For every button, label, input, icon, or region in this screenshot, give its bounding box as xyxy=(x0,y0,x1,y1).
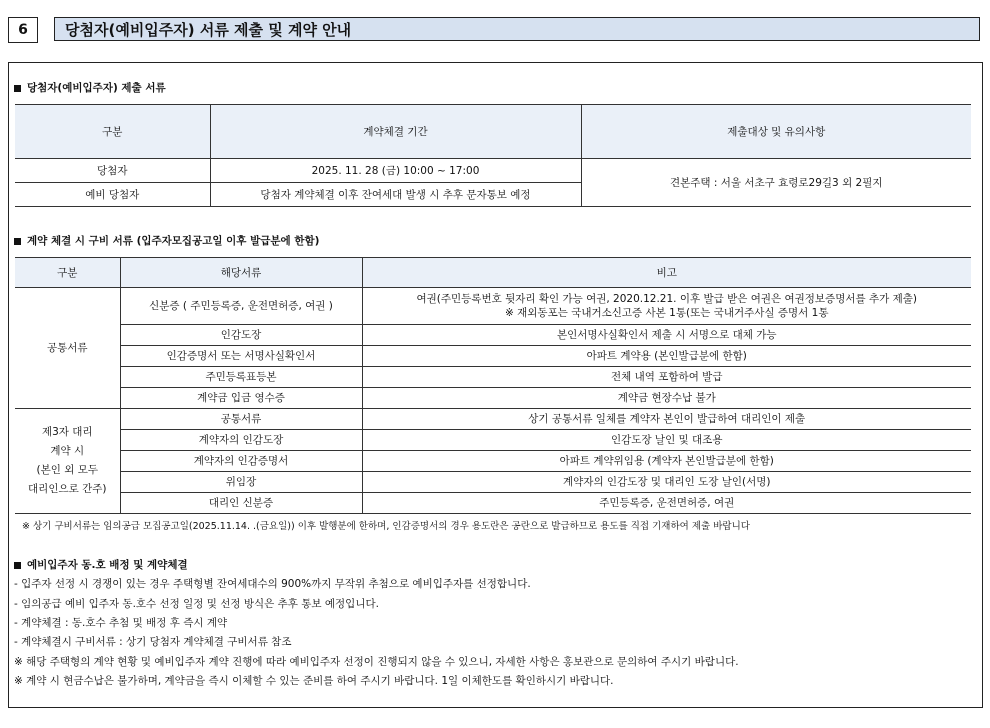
table-row xyxy=(15,367,971,388)
row-period: 당첨자 계약체결 이후 잔여세대 발생 시 추후 문자통보 예정 xyxy=(210,183,581,207)
list-item: ※ 해당 주택형의 계약 현황 및 예비입주자 계약 진행에 따라 예비입주자 선정이 진행되지 않을 수 있으니, 자세한 사항은 홍보관으로 문의하여 주시기 바랍니다. xyxy=(14,656,739,668)
header-period: 계약체결 기간 xyxy=(210,105,581,159)
table-row xyxy=(15,451,971,472)
square-bullet-icon xyxy=(14,85,21,92)
row-document: 계약금 입금 영수증 xyxy=(120,388,362,409)
header-category: 구분 xyxy=(15,105,210,159)
row-document: 계약자의 인감증명서 xyxy=(120,451,362,472)
list-item: - 계약체결시 구비서류 : 상기 당첨자 계약체결 구비서류 참조 xyxy=(14,636,292,648)
section1-title: 당첨자(예비입주자) 제출 서류 xyxy=(14,80,166,95)
row-document: 주민등록표등본 xyxy=(120,367,362,388)
row-remark: 주민등록증, 운전면허증, 여권 xyxy=(362,493,971,514)
row-document: 공통서류 xyxy=(120,409,362,430)
row-remark: 인감도장 날인 및 대조용 xyxy=(362,430,971,451)
table-row xyxy=(15,388,971,409)
row-remark: 상기 공통서류 일체를 계약자 본인이 발급하여 대리인이 제출 xyxy=(362,409,971,430)
square-bullet-icon xyxy=(14,238,21,245)
row-category: 당첨자 xyxy=(15,159,210,183)
section-number: 6 xyxy=(8,17,38,43)
row-remark: 본인서명사실확인서 제출 시 서명으로 대체 가능 xyxy=(362,325,971,346)
section3-title: 예비입주자 동.호 배정 및 계약체결 xyxy=(14,557,188,572)
table-row xyxy=(15,159,971,183)
row-remark: 아파트 계약용 (본인발급분에 한함) xyxy=(362,346,971,367)
remark-line: 여권(주민등록번호 뒷자리 확인 가능 여권, 2020.12.21. 이후 발급 받은 여권은 여권정보증명서를 추가 제출) xyxy=(416,293,917,305)
header-note: 제출대상 및 유의사항 xyxy=(581,105,971,159)
required-documents-table xyxy=(15,257,971,514)
model-house-address: 견본주택 : 서울 서초구 효령로29길3 외 2필지 xyxy=(581,159,971,207)
list-item: ※ 계약 시 현금수납은 불가하며, 계약금을 즉시 이체할 수 있는 준비를 하여 주시기 바랍니다. 1일 이체한도를 확인하시기 바랍니다. xyxy=(14,675,614,687)
row-category: 예비 당첨자 xyxy=(15,183,210,207)
table-row xyxy=(15,430,971,451)
table-row xyxy=(15,493,971,514)
documents-footnote: ※ 상기 구비서류는 임의공급 모집공고일(2025.11.14. .(금요일)) 이후 발행분에 한하며, 인감증명서의 경우 용도란은 공란으로 발급하므로 용도를 직접 기재하여 제출 바랍니다 xyxy=(22,521,750,532)
list-item: - 입주자 선정 시 경쟁이 있는 경우 주택형별 잔여세대수의 900%까지 무작위 추첨으로 예비입주자를 선정합니다. xyxy=(14,578,531,590)
row-document: 대리인 신분증 xyxy=(120,493,362,514)
table-row xyxy=(15,288,971,325)
row-remark: 계약자의 인감도장 및 대리인 도장 날인(서명) xyxy=(362,472,971,493)
row-document: 계약자의 인감도장 xyxy=(120,430,362,451)
table-row xyxy=(15,472,971,493)
row-document: 신분증 ( 주민등록증, 운전면허증, 여권 ) xyxy=(120,288,362,325)
table-header-row xyxy=(15,258,971,288)
row-document: 위임장 xyxy=(120,472,362,493)
row-document: 인감도장 xyxy=(120,325,362,346)
row-remark: 아파트 계약위임용 (계약자 본인발급분에 한함) xyxy=(362,451,971,472)
group-proxy-contract: 제3자 대리 계약 시 (본인 외 모두 대리인으로 간주) xyxy=(15,409,120,514)
row-remark: 계약금 현장수납 불가 xyxy=(362,388,971,409)
table-row xyxy=(15,409,971,430)
row-remark: 전체 내역 포함하여 발급 xyxy=(362,367,971,388)
row-remark xyxy=(362,288,971,325)
section2-title: 계약 체결 시 구비 서류 (입주자모집공고일 이후 발급분에 한함) xyxy=(14,233,319,248)
table-row xyxy=(15,325,971,346)
remark-line: ※ 재외동포는 국내거소신고증 사본 1통(또는 국내거주사실 증명서 1통 xyxy=(505,307,829,319)
table-row xyxy=(15,346,971,367)
table-header-row xyxy=(15,105,971,159)
submission-table xyxy=(15,104,971,207)
row-period: 2025. 11. 28 (금) 10:00 ~ 17:00 xyxy=(210,159,581,183)
header-remark: 비고 xyxy=(362,258,971,288)
square-bullet-icon xyxy=(14,562,21,569)
list-item: - 계약체결 : 동.호수 추첨 및 배정 후 즉시 계약 xyxy=(14,617,228,629)
section-title: 당첨자(예비입주자) 서류 제출 및 계약 안내 xyxy=(54,17,980,41)
group-common-docs: 공통서류 xyxy=(15,288,120,409)
list-item: - 임의공급 예비 입주자 동.호수 선정 일정 및 선정 방식은 추후 통보 예정입니다. xyxy=(14,598,379,610)
header-category: 구분 xyxy=(15,258,120,288)
row-document: 인감증명서 또는 서명사실확인서 xyxy=(120,346,362,367)
header-document: 해당서류 xyxy=(120,258,362,288)
